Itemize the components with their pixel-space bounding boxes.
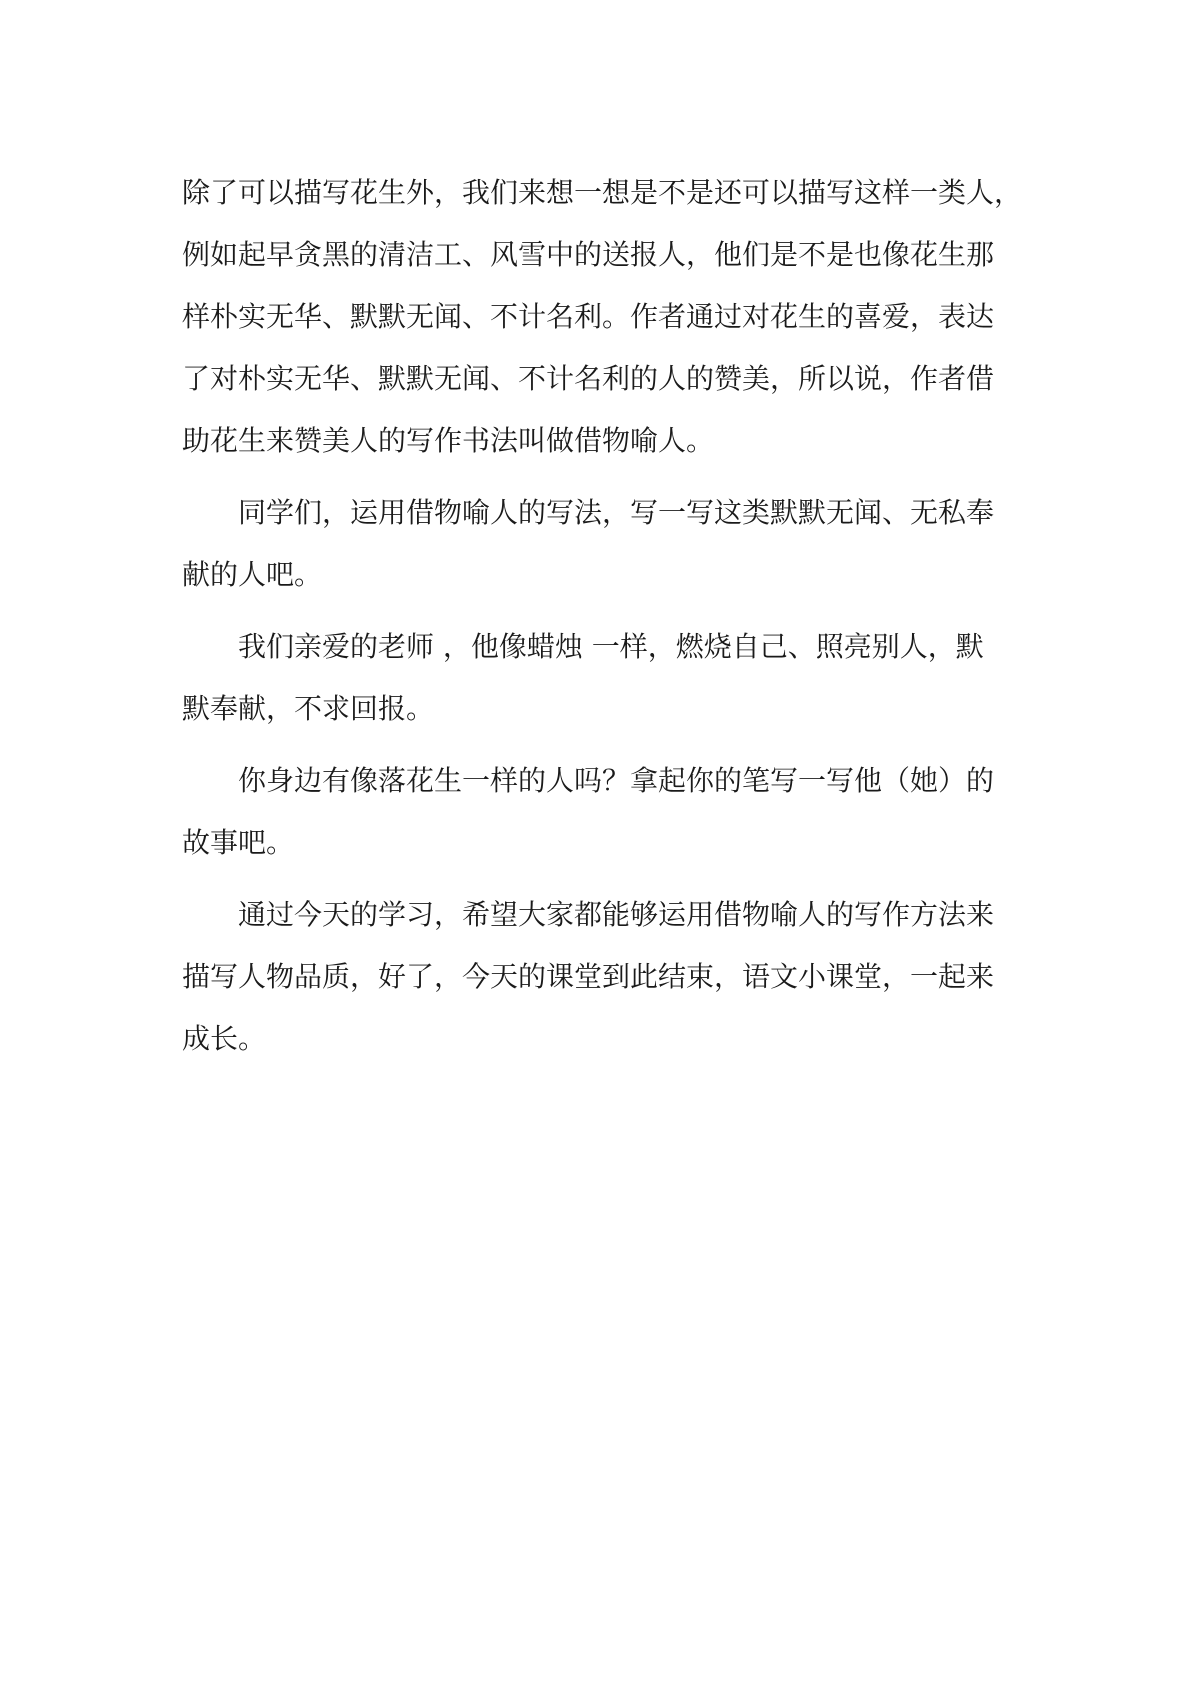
paragraph-line: 描写人物品质，好了，今天的课堂到此结束，语文小课堂，一起来 [182, 960, 995, 993]
paragraph-line: 助花生来赞美人的写作书法叫做借物喻人。 [182, 424, 715, 457]
paragraph-line: 献的人吧。 [182, 558, 323, 591]
paragraph-line: 成长。 [182, 1022, 267, 1055]
document-body [182, 162, 1022, 1080]
paragraph-line: 样朴实无华、默默无闻、不计名利。作者通过对花生的喜爱，表达 [182, 300, 995, 333]
paragraph-teacher-example [182, 616, 1022, 740]
paragraph-line: 了对朴实无华、默默无闻、不计名利的人的赞美，所以说，作者借 [182, 362, 995, 395]
paragraph-question [182, 750, 1022, 874]
paragraph-line: 例如起早贪黑的清洁工、风雪中的送报人，他们是不是也像花生那 [182, 238, 995, 271]
paragraph-writing-prompt [182, 482, 1022, 606]
paragraph-line: 除了可以描写花生外，我们来想一想是不是还可以描写这样一类人， [182, 176, 1023, 209]
paragraph-closing [182, 884, 1022, 1070]
paragraph-line: 故事吧。 [182, 826, 295, 859]
paragraph-line: 同学们，运用借物喻人的写法，写一写这类默默无闻、无私奉 [238, 496, 995, 529]
paragraph-peanut-description [182, 162, 1022, 472]
paragraph-line: 默奉献，不求回报。 [182, 692, 435, 725]
paragraph-line: 通过今天的学习，希望大家都能够运用借物喻人的写作方法来 [238, 898, 995, 931]
paragraph-line: 你身边有像落花生一样的人吗？拿起你的笔写一写他（她）的 [238, 764, 995, 797]
paragraph-line: 我们亲爱的老师 ，他像蜡烛 一样，燃烧自己、照亮别人，默 [238, 630, 984, 663]
